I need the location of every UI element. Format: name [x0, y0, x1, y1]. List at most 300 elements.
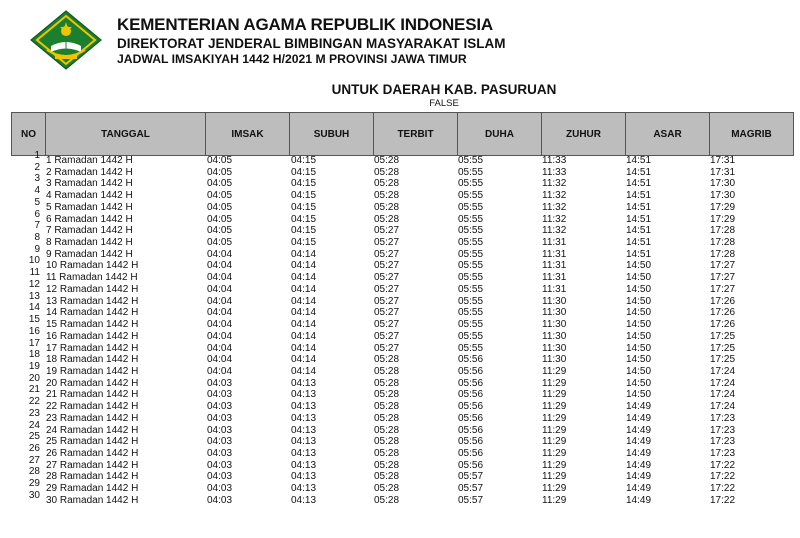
row-date: 3 Ramadan 1442 H: [46, 178, 133, 190]
terbit-time: 05:28: [374, 213, 400, 225]
asar-time: 14:49: [626, 424, 652, 436]
imsak-time: 04:04: [207, 342, 233, 354]
duha-time: 05:55: [458, 307, 484, 319]
ministry-title: KEMENTERIAN AGAMA REPUBLIK INDONESIA: [117, 15, 493, 34]
row-number: 21: [28, 384, 40, 396]
row-date: 26 Ramadan 1442 H: [46, 447, 139, 459]
terbit-time: 05:28: [374, 201, 400, 213]
row-date: 8 Ramadan 1442 H: [46, 237, 133, 249]
zuhur-time: 11:32: [542, 178, 567, 190]
duha-time: 05:55: [458, 260, 484, 272]
row-number: 4: [34, 185, 40, 197]
subuh-time: 04:14: [291, 307, 317, 319]
row-number: 29: [28, 478, 40, 490]
duha-time: 05:55: [458, 225, 484, 237]
asar-time: 14:50: [626, 295, 652, 307]
asar-time: 14:50: [626, 377, 652, 389]
duha-time: 05:55: [458, 190, 484, 202]
row-date: 18 Ramadan 1442 H: [46, 354, 139, 366]
zuhur-time: 11:29: [542, 494, 567, 506]
row-date: 5 Ramadan 1442 H: [46, 201, 133, 213]
asar-time: 14:50: [626, 319, 652, 331]
zuhur-time: 11:31: [542, 272, 567, 284]
zuhur-time: 11:30: [542, 307, 567, 319]
row-date: 15 Ramadan 1442 H: [46, 319, 139, 331]
table-row: [0, 185, 800, 202]
magrib-time: 17:23: [710, 412, 736, 424]
zuhur-time: 11:30: [542, 342, 567, 354]
duha-time: 05:55: [458, 178, 484, 190]
subuh-time: 04:13: [291, 377, 317, 389]
asar-time: 14:51: [626, 201, 652, 213]
row-date: 7 Ramadan 1442 H: [46, 225, 133, 237]
zuhur-time: 11:29: [542, 459, 567, 471]
table-row: [0, 384, 800, 401]
duha-time: 05:56: [458, 424, 484, 436]
duha-time: 05:56: [458, 365, 484, 377]
imsak-time: 04:05: [207, 178, 233, 190]
zuhur-time: 11:31: [542, 237, 567, 249]
table-row: [0, 431, 800, 448]
magrib-time: 17:27: [710, 272, 736, 284]
subuh-time: 04:13: [291, 447, 317, 459]
row-number: 26: [28, 442, 40, 454]
terbit-time: 05:28: [374, 447, 400, 459]
terbit-time: 05:27: [374, 330, 400, 342]
duha-time: 05:56: [458, 389, 484, 401]
terbit-time: 05:27: [374, 283, 400, 295]
imsak-time: 04:03: [207, 412, 233, 424]
terbit-time: 05:28: [374, 166, 400, 178]
magrib-time: 17:26: [710, 307, 736, 319]
asar-time: 14:49: [626, 494, 652, 506]
terbit-time: 05:28: [374, 377, 400, 389]
terbit-time: 05:27: [374, 272, 400, 284]
imsak-time: 04:03: [207, 459, 233, 471]
magrib-time: 17:27: [710, 260, 736, 272]
column-header-duha: DUHA: [458, 113, 542, 156]
table-row: [0, 454, 800, 472]
table-row: [0, 419, 800, 437]
row-date: 25 Ramadan 1442 H: [46, 436, 139, 448]
row-number: 13: [28, 290, 40, 302]
terbit-time: 05:27: [374, 260, 400, 272]
table-row: [0, 208, 800, 226]
row-date: 11 Ramadan 1442 H: [46, 272, 138, 284]
row-date: 30 Ramadan 1442 H: [46, 494, 139, 506]
column-header-imsak: IMSAK: [206, 113, 290, 156]
magrib-time: 17:23: [710, 424, 736, 436]
row-number: 10: [28, 255, 40, 267]
asar-time: 14:51: [626, 155, 652, 166]
magrib-time: 17:26: [710, 319, 736, 331]
duha-time: 05:55: [458, 213, 484, 225]
imsak-time: 04:03: [207, 447, 233, 459]
directorate-title: DIREKTORAT JENDERAL BIMBINGAN MASYARAKAT ISLAM: [117, 36, 506, 51]
imsak-time: 04:04: [207, 295, 233, 307]
magrib-time: 17:29: [710, 213, 736, 225]
duha-time: 05:57: [458, 471, 484, 483]
magrib-time: 17:24: [710, 365, 736, 377]
asar-time: 14:49: [626, 447, 652, 459]
table-row: [0, 466, 800, 483]
magrib-time: 17:28: [710, 237, 736, 249]
subuh-time: 04:13: [291, 412, 317, 424]
asar-time: 14:50: [626, 354, 652, 366]
row-date: 10 Ramadan 1442 H: [46, 260, 139, 272]
subuh-time: 04:15: [291, 155, 317, 166]
table-header: [11, 112, 794, 156]
zuhur-time: 11:31: [542, 283, 567, 295]
imsak-time: 04:04: [207, 307, 233, 319]
magrib-time: 17:25: [710, 342, 736, 354]
zuhur-time: 11:29: [542, 412, 567, 424]
column-header-zuhur: ZUHUR: [542, 113, 626, 156]
terbit-time: 05:28: [374, 483, 400, 495]
subuh-time: 04:14: [291, 283, 317, 295]
zuhur-time: 11:32: [542, 213, 567, 225]
magrib-time: 17:30: [710, 190, 736, 202]
column-header-tanggal: TANGGAL: [46, 113, 206, 156]
table-row: [0, 396, 800, 413]
table-row: [0, 232, 800, 249]
row-number: 9: [34, 243, 40, 255]
asar-time: 14:50: [626, 260, 652, 272]
zuhur-time: 11:29: [542, 401, 567, 413]
subuh-time: 04:15: [291, 190, 317, 202]
row-date: 4 Ramadan 1442 H: [46, 190, 133, 202]
asar-time: 14:51: [626, 225, 652, 237]
column-header-subuh: SUBUH: [290, 113, 374, 156]
terbit-time: 05:28: [374, 401, 400, 413]
magrib-time: 17:28: [710, 248, 736, 260]
row-date: 27 Ramadan 1442 H: [46, 459, 139, 471]
asar-time: 14:51: [626, 178, 652, 190]
row-number: 27: [28, 454, 40, 466]
magrib-time: 17:25: [710, 330, 736, 342]
zuhur-time: 11:30: [542, 295, 567, 307]
row-date: 22 Ramadan 1442 H: [46, 401, 139, 413]
table-row: [0, 372, 800, 390]
row-number: 22: [28, 396, 40, 408]
asar-time: 14:50: [626, 272, 652, 284]
terbit-time: 05:28: [374, 494, 400, 506]
asar-time: 14:51: [626, 166, 652, 178]
table-row: [0, 290, 800, 308]
imsak-time: 04:04: [207, 248, 233, 260]
subuh-time: 04:14: [291, 248, 317, 260]
magrib-time: 17:27: [710, 283, 736, 295]
row-number: 14: [28, 302, 40, 314]
magrib-time: 17:22: [710, 483, 736, 495]
column-header-asar: ASAR: [626, 113, 710, 156]
subuh-time: 04:13: [291, 494, 317, 506]
magrib-time: 17:26: [710, 295, 736, 307]
row-number: 20: [28, 372, 40, 384]
duha-time: 05:55: [458, 272, 484, 284]
table-row: [0, 267, 800, 284]
terbit-time: 05:27: [374, 307, 400, 319]
imsak-time: 04:05: [207, 225, 233, 237]
subuh-time: 04:15: [291, 225, 317, 237]
table-row: [0, 337, 800, 355]
imsak-time: 04:03: [207, 389, 233, 401]
subuh-time: 04:13: [291, 389, 317, 401]
row-date: 19 Ramadan 1442 H: [46, 365, 139, 377]
row-number: 8: [34, 232, 40, 244]
subuh-time: 04:14: [291, 330, 317, 342]
imsak-time: 04:05: [207, 166, 233, 178]
subuh-time: 04:14: [291, 272, 317, 284]
imsak-time: 04:05: [207, 213, 233, 225]
magrib-time: 17:25: [710, 354, 736, 366]
subuh-time: 04:14: [291, 354, 317, 366]
subuh-time: 04:13: [291, 459, 317, 471]
zuhur-time: 11:29: [542, 447, 567, 459]
row-number: 7: [34, 220, 40, 232]
duha-time: 05:55: [458, 330, 484, 342]
asar-time: 14:50: [626, 342, 652, 354]
row-date: 9 Ramadan 1442 H: [46, 248, 133, 260]
magrib-time: 17:28: [710, 225, 736, 237]
table-row: [0, 220, 800, 237]
duha-time: 05:55: [458, 201, 484, 213]
zuhur-time: 11:30: [542, 330, 567, 342]
subuh-time: 04:13: [291, 471, 317, 483]
imsak-time: 04:03: [207, 424, 233, 436]
duha-time: 05:55: [458, 155, 484, 166]
terbit-time: 05:28: [374, 155, 400, 166]
zuhur-time: 11:29: [542, 483, 567, 495]
terbit-time: 05:28: [374, 389, 400, 401]
imsak-time: 04:03: [207, 483, 233, 495]
imsak-time: 04:03: [207, 436, 233, 448]
table-row: [0, 173, 800, 190]
imsak-time: 04:05: [207, 201, 233, 213]
imsak-time: 04:03: [207, 494, 233, 506]
duha-time: 05:55: [458, 248, 484, 260]
terbit-time: 05:28: [374, 190, 400, 202]
column-header-magrib: MAGRIB: [710, 113, 794, 156]
zuhur-time: 11:32: [542, 225, 567, 237]
imsak-time: 04:05: [207, 237, 233, 249]
zuhur-time: 11:29: [542, 436, 567, 448]
magrib-time: 17:22: [710, 471, 736, 483]
terbit-time: 05:28: [374, 365, 400, 377]
row-date: 29 Ramadan 1442 H: [46, 483, 139, 495]
row-date: 23 Ramadan 1442 H: [46, 412, 139, 424]
zuhur-time: 11:32: [542, 190, 567, 202]
table-row: [0, 302, 800, 319]
terbit-time: 05:27: [374, 225, 400, 237]
zuhur-time: 11:29: [542, 424, 567, 436]
subuh-time: 04:14: [291, 365, 317, 377]
imsak-time: 04:04: [207, 319, 233, 331]
terbit-time: 05:28: [374, 471, 400, 483]
subuh-time: 04:14: [291, 342, 317, 354]
row-number: 24: [28, 419, 40, 431]
subuh-time: 04:15: [291, 213, 317, 225]
zuhur-time: 11:29: [542, 365, 567, 377]
imsak-time: 04:04: [207, 260, 233, 272]
asar-time: 14:49: [626, 471, 652, 483]
row-date: 28 Ramadan 1442 H: [46, 471, 139, 483]
asar-time: 14:51: [626, 190, 652, 202]
row-date: 12 Ramadan 1442 H: [46, 283, 139, 295]
row-number: 19: [28, 360, 40, 372]
schedule-title: JADWAL IMSAKIYAH 1442 H/2021 M PROVINSI JAWA TIMUR: [117, 52, 467, 66]
asar-time: 14:49: [626, 401, 652, 413]
imsak-time: 04:04: [207, 330, 233, 342]
row-number: 17: [28, 337, 40, 349]
subuh-time: 04:14: [291, 260, 317, 272]
row-number: 2: [34, 161, 40, 173]
duha-time: 05:55: [458, 342, 484, 354]
imsak-time: 04:03: [207, 401, 233, 413]
asar-time: 14:51: [626, 237, 652, 249]
subuh-time: 04:15: [291, 166, 317, 178]
row-number: 11: [29, 267, 40, 279]
zuhur-time: 11:29: [542, 377, 567, 389]
duha-time: 05:57: [458, 483, 484, 495]
region-title: UNTUK DAERAH KAB. PASURUAN: [331, 82, 557, 97]
zuhur-time: 11:33: [542, 166, 567, 178]
zuhur-time: 11:33: [542, 155, 567, 166]
zuhur-time: 11:31: [542, 260, 567, 272]
zuhur-time: 11:30: [542, 319, 567, 331]
zuhur-time: 11:31: [542, 248, 567, 260]
asar-time: 14:49: [626, 412, 652, 424]
row-date: 13 Ramadan 1442 H: [46, 295, 139, 307]
row-number: 25: [28, 431, 40, 443]
duha-time: 05:55: [458, 166, 484, 178]
row-date: 16 Ramadan 1442 H: [46, 330, 139, 342]
table-row: [0, 349, 800, 366]
duha-time: 05:56: [458, 354, 484, 366]
imsak-time: 04:04: [207, 272, 233, 284]
terbit-time: 05:27: [374, 319, 400, 331]
subtitle: FALSE: [429, 98, 459, 109]
table-row: [0, 314, 800, 331]
duha-time: 05:57: [458, 494, 484, 506]
asar-time: 14:50: [626, 307, 652, 319]
row-number: 5: [34, 196, 40, 208]
table-row: [0, 150, 800, 167]
row-number: 15: [28, 314, 40, 326]
column-header-terbit: TERBIT: [374, 113, 458, 156]
row-date: 6 Ramadan 1442 H: [46, 213, 133, 225]
duha-time: 05:56: [458, 412, 484, 424]
zuhur-time: 11:32: [542, 201, 567, 213]
magrib-time: 17:24: [710, 401, 736, 413]
zuhur-time: 11:29: [542, 471, 567, 483]
kemenag-emblem-icon: [29, 10, 103, 70]
imsak-time: 04:05: [207, 155, 233, 166]
asar-time: 14:50: [626, 283, 652, 295]
row-number: 16: [28, 325, 40, 337]
asar-time: 14:50: [626, 389, 652, 401]
row-number: 28: [28, 466, 40, 478]
duha-time: 05:55: [458, 319, 484, 331]
row-number: 6: [34, 208, 40, 220]
table-row: [0, 478, 800, 495]
imsak-time: 04:04: [207, 365, 233, 377]
row-number: 1: [34, 150, 40, 161]
asar-time: 14:50: [626, 330, 652, 342]
magrib-time: 17:31: [710, 155, 736, 166]
duha-time: 05:56: [458, 401, 484, 413]
terbit-time: 05:28: [374, 459, 400, 471]
duha-time: 05:55: [458, 283, 484, 295]
subuh-time: 04:15: [291, 178, 317, 190]
row-date: 1 Ramadan 1442 H: [46, 155, 133, 166]
row-date: 2 Ramadan 1442 H: [46, 166, 133, 178]
subuh-time: 04:14: [291, 319, 317, 331]
row-date: 21 Ramadan 1442 H: [46, 389, 139, 401]
imsak-time: 04:04: [207, 283, 233, 295]
terbit-time: 05:28: [374, 354, 400, 366]
asar-time: 14:51: [626, 248, 652, 260]
magrib-time: 17:22: [710, 494, 736, 506]
row-number: 18: [28, 349, 40, 361]
magrib-time: 17:29: [710, 201, 736, 213]
imsak-time: 04:05: [207, 190, 233, 202]
duha-time: 05:55: [458, 237, 484, 249]
asar-time: 14:50: [626, 365, 652, 377]
terbit-time: 05:27: [374, 248, 400, 260]
asar-time: 14:49: [626, 436, 652, 448]
table-row: [0, 255, 800, 272]
table-row: [0, 161, 800, 179]
magrib-time: 17:22: [710, 459, 736, 471]
row-date: 17 Ramadan 1442 H: [46, 342, 139, 354]
imsak-time: 04:03: [207, 471, 233, 483]
magrib-time: 17:23: [710, 447, 736, 459]
imsak-time: 04:03: [207, 377, 233, 389]
magrib-time: 17:23: [710, 436, 736, 448]
row-number: 3: [34, 173, 40, 185]
subuh-time: 04:14: [291, 295, 317, 307]
asar-time: 14:49: [626, 459, 652, 471]
row-date: 14 Ramadan 1442 H: [46, 307, 139, 319]
magrib-time: 17:24: [710, 389, 736, 401]
zuhur-time: 11:29: [542, 389, 567, 401]
terbit-time: 05:28: [374, 424, 400, 436]
duha-time: 05:56: [458, 447, 484, 459]
terbit-time: 05:28: [374, 412, 400, 424]
terbit-time: 05:28: [374, 178, 400, 190]
subuh-time: 04:13: [291, 401, 317, 413]
duha-time: 05:55: [458, 295, 484, 307]
row-date: 24 Ramadan 1442 H: [46, 424, 139, 436]
row-date: 20 Ramadan 1442 H: [46, 377, 139, 389]
asar-time: 14:51: [626, 213, 652, 225]
schedule-rows: [0, 150, 800, 507]
subuh-time: 04:13: [291, 483, 317, 495]
terbit-time: 05:27: [374, 295, 400, 307]
subuh-time: 04:13: [291, 436, 317, 448]
subuh-time: 04:15: [291, 201, 317, 213]
magrib-time: 17:31: [710, 166, 736, 178]
imsak-time: 04:04: [207, 354, 233, 366]
terbit-time: 05:27: [374, 342, 400, 354]
zuhur-time: 11:30: [542, 354, 567, 366]
row-number: 30: [28, 489, 40, 501]
subuh-time: 04:13: [291, 424, 317, 436]
terbit-time: 05:27: [374, 237, 400, 249]
asar-time: 14:49: [626, 483, 652, 495]
subuh-time: 04:15: [291, 237, 317, 249]
